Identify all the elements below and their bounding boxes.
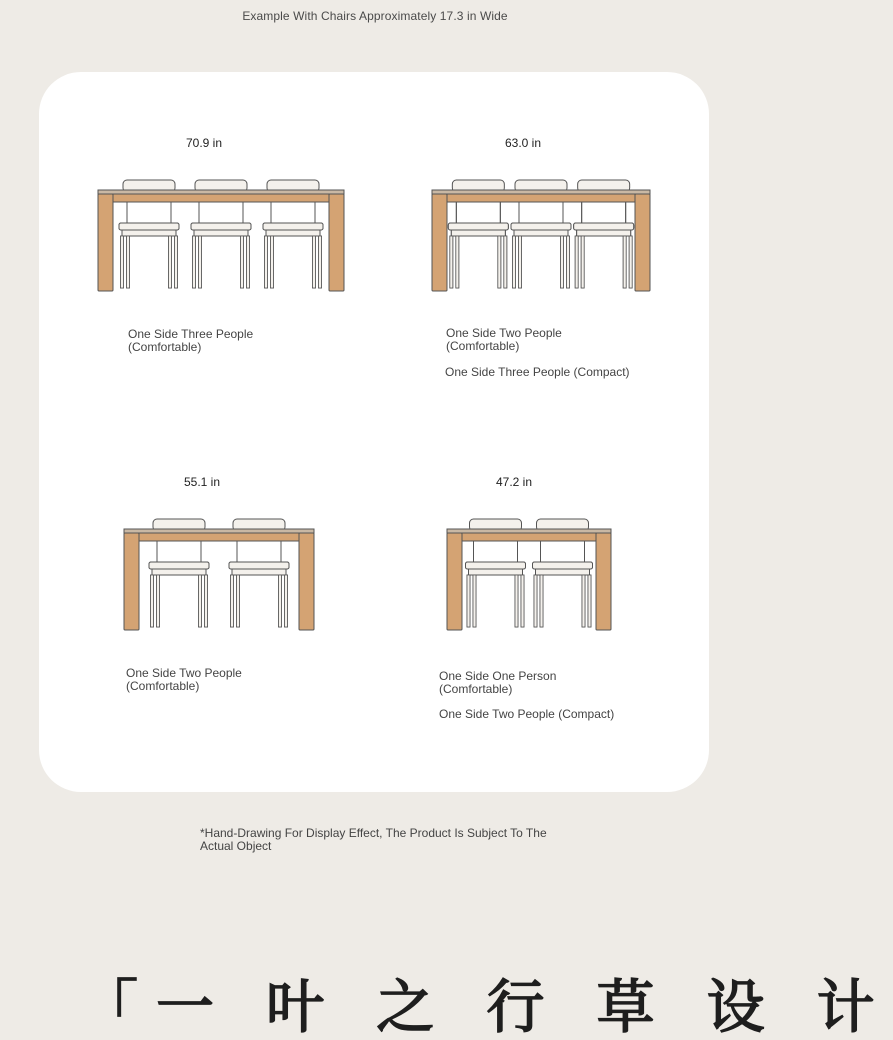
chair-seat — [448, 223, 508, 230]
chair-leg — [504, 236, 507, 288]
chair-leg — [450, 236, 453, 288]
chair-leg — [313, 236, 316, 288]
chair-leg — [231, 575, 234, 627]
tabletop — [447, 529, 611, 533]
table-apron — [139, 533, 299, 541]
chair-front — [191, 202, 251, 288]
table-apron — [447, 194, 635, 202]
chair-leg — [575, 236, 578, 288]
chair-leg — [623, 236, 626, 288]
table-illustration-3-chairs-wide — [98, 180, 344, 295]
chair-leg — [205, 575, 208, 627]
option-description: One Side One Person (Comfortable) — [439, 669, 557, 696]
option-description: One Side Two People (Comfortable) — [446, 326, 562, 353]
chair-leg — [540, 575, 543, 627]
chair-front — [511, 202, 571, 288]
chair-leg — [582, 575, 585, 627]
chair-front — [119, 202, 179, 288]
chair-leg — [319, 236, 322, 288]
chair-leg — [199, 236, 202, 288]
chair-front — [533, 541, 593, 627]
chair-apron — [122, 230, 176, 236]
table-leg-left — [124, 533, 139, 630]
chair-leg — [519, 236, 522, 288]
chair-leg — [581, 236, 584, 288]
chair-front — [149, 541, 209, 627]
chair-leg — [265, 236, 268, 288]
chair-apron — [194, 230, 248, 236]
chair-seat — [263, 223, 323, 230]
size-comparison-card — [39, 72, 709, 792]
chair-seat — [466, 562, 526, 569]
chair-leg — [561, 236, 564, 288]
table-illustration-2-chairs-compact — [447, 519, 611, 634]
chair-leg — [498, 236, 501, 288]
chair-leg — [199, 575, 202, 627]
table-leg-right — [299, 533, 314, 630]
page-caption: Example With Chairs Approximately 17.3 in Wide — [242, 9, 508, 23]
table-leg-right — [329, 194, 344, 291]
chair-leg — [151, 575, 154, 627]
table-apron — [113, 194, 329, 202]
chair-apron — [577, 230, 631, 236]
chair-leg — [534, 575, 537, 627]
chair-seat — [119, 223, 179, 230]
option-description-compact: One Side Three People (Compact) — [445, 365, 630, 379]
chair-front — [263, 202, 323, 288]
table-apron — [462, 533, 596, 541]
chair-leg — [175, 236, 178, 288]
tabletop — [98, 190, 344, 194]
option-description-compact: One Side Two People (Compact) — [439, 707, 615, 721]
chair-leg — [241, 236, 244, 288]
chair-front — [574, 202, 634, 288]
chair-leg — [515, 575, 518, 627]
chair-leg — [121, 236, 124, 288]
chair-leg — [629, 236, 632, 288]
table-illustration-3-chairs-compact — [432, 180, 650, 295]
chair-leg — [588, 575, 591, 627]
table-leg-left — [432, 194, 447, 291]
chair-leg — [271, 236, 274, 288]
chair-leg — [513, 236, 516, 288]
chair-leg — [456, 236, 459, 288]
chair-leg — [473, 575, 476, 627]
table-leg-right — [635, 194, 650, 291]
chair-front — [466, 541, 526, 627]
chair-leg — [567, 236, 570, 288]
chair-leg — [279, 575, 282, 627]
chair-apron — [266, 230, 320, 236]
width-label-47-2: 47.2 in — [495, 475, 533, 489]
width-label-70-9: 70.9 in — [185, 136, 223, 150]
chair-seat — [574, 223, 634, 230]
width-label-63-0: 63.0 in — [504, 136, 542, 150]
table-leg-left — [98, 194, 113, 291]
chair-seat — [511, 223, 571, 230]
table-leg-left — [447, 533, 462, 630]
chair-apron — [152, 569, 206, 575]
chair-leg — [127, 236, 130, 288]
chair-leg — [467, 575, 470, 627]
tabletop — [432, 190, 650, 194]
chair-leg — [169, 236, 172, 288]
chair-leg — [247, 236, 250, 288]
chair-front — [229, 541, 289, 627]
chair-leg — [237, 575, 240, 627]
chair-apron — [451, 230, 505, 236]
table-leg-right — [596, 533, 611, 630]
chair-apron — [469, 569, 523, 575]
option-description: One Side Three People (Comfortable) — [128, 327, 254, 354]
chair-apron — [536, 569, 590, 575]
width-label-55-1: 55.1 in — [183, 475, 221, 489]
footnote: *Hand-Drawing For Display Effect, The Product Is Subject To The Actual Object — [200, 826, 547, 853]
chair-leg — [193, 236, 196, 288]
chair-seat — [149, 562, 209, 569]
chair-front — [448, 202, 508, 288]
table-illustration-2-chairs-wide — [124, 519, 314, 634]
chair-leg — [521, 575, 524, 627]
chair-leg — [285, 575, 288, 627]
tabletop — [124, 529, 314, 533]
option-description: One Side Two People (Comfortable) — [126, 666, 242, 693]
section-title: 「一 叶 之 行 草 设 计 — [80, 975, 893, 1040]
chair-apron — [514, 230, 568, 236]
chair-seat — [533, 562, 593, 569]
chair-seat — [191, 223, 251, 230]
chair-seat — [229, 562, 289, 569]
chair-apron — [232, 569, 286, 575]
chair-leg — [157, 575, 160, 627]
